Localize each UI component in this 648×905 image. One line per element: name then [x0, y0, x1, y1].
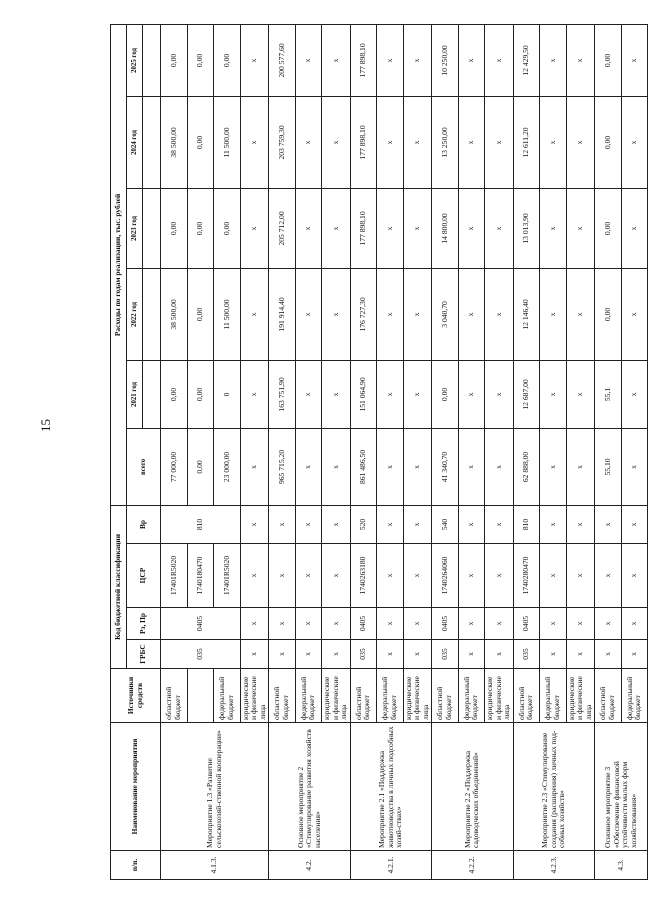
funding-source: федеральный бюджет	[377, 669, 404, 723]
csr-code: х	[269, 544, 296, 608]
grbs-code: х	[295, 640, 322, 669]
vr-code: х	[240, 505, 269, 543]
value-2021: х	[377, 360, 404, 428]
grbs-code: 035	[350, 640, 377, 669]
funding-source: областной бюджет	[595, 669, 622, 723]
value-2025: 0,00	[595, 24, 622, 96]
value-2022: х	[403, 268, 432, 360]
value-2024: 38 500,00	[161, 96, 188, 188]
funding-source: федеральный бюджет	[214, 669, 241, 723]
value-2021: х	[240, 360, 269, 428]
value-2025: х	[295, 24, 322, 96]
value-2022: х	[458, 268, 485, 360]
vr-code: х	[295, 505, 322, 543]
header-year-2022: 2022 год	[127, 268, 143, 360]
value-2021: 12 687,00	[513, 360, 540, 428]
value-2021: х	[403, 360, 432, 428]
csr-code: 17401R5020	[214, 544, 241, 608]
row-number: 4.1.3.	[161, 851, 269, 880]
total-value: х	[540, 428, 567, 505]
rzpr-code: х	[295, 608, 322, 640]
total-value: 965 715,20	[269, 428, 296, 505]
value-2025: 12 429,50	[513, 24, 540, 96]
value-2023: х	[322, 188, 351, 268]
total-value: 0,00	[187, 428, 214, 505]
grbs-code: х	[485, 640, 514, 669]
value-2024: 177 898,10	[350, 96, 377, 188]
value-2021: х	[540, 360, 567, 428]
csr-code: 1740264060	[432, 544, 459, 608]
value-2025: 0,00	[161, 24, 188, 96]
value-2022: 0,00	[595, 268, 622, 360]
grbs-code: 035	[161, 640, 241, 669]
value-2022: 12 146,40	[513, 268, 540, 360]
csr-code: х	[377, 544, 404, 608]
activity-name: Основное мероприятие 2 «Стимулирование развития хозяйств населения»	[269, 723, 351, 851]
total-value: х	[621, 428, 648, 505]
csr-code: 1740180470	[187, 544, 214, 608]
header-spacer-2022	[143, 268, 161, 360]
total-value: х	[485, 428, 514, 505]
total-value: 62 888,00	[513, 428, 540, 505]
page-number: 15	[38, 419, 53, 432]
activity-name: Мероприятие 1.3 «Развитие сельскохозяй-ственной кооперации»	[161, 723, 269, 851]
value-2023: 177 898,10	[350, 188, 377, 268]
csr-code: х	[595, 544, 622, 608]
grbs-code: х	[322, 640, 351, 669]
funding-source: юридические и физические лица	[240, 669, 269, 723]
vr-code: 810	[513, 505, 540, 543]
header-csr: ЦСР	[127, 544, 161, 608]
value-2023: 13 013,90	[513, 188, 540, 268]
rzpr-code: 0405	[432, 608, 459, 640]
value-2022: 176 727,30	[350, 268, 377, 360]
value-2023: х	[458, 188, 485, 268]
vr-code: х	[566, 505, 595, 543]
header-spacer-2021	[143, 360, 161, 428]
value-2023: х	[240, 188, 269, 268]
header-total: всего	[127, 428, 161, 505]
funding-source: федеральный бюджет	[295, 669, 322, 723]
grbs-code: х	[269, 640, 296, 669]
funding-source: юридические и физические лица	[403, 669, 432, 723]
grbs-code: х	[595, 640, 622, 669]
value-2022: 11 500,00	[214, 268, 241, 360]
value-2022: х	[566, 268, 595, 360]
rzpr-code: х	[240, 608, 269, 640]
value-2025: х	[240, 24, 269, 96]
row-number: 4.2.	[269, 851, 351, 880]
funding-source: областной бюджет	[161, 669, 188, 723]
value-2024: х	[322, 96, 351, 188]
value-2024: х	[621, 96, 648, 188]
header-spacer-2025	[143, 24, 161, 96]
csr-code: х	[403, 544, 432, 608]
funding-source: федеральный бюджет	[458, 669, 485, 723]
funding-source: областной бюджет	[432, 669, 459, 723]
csr-code: х	[240, 544, 269, 608]
vr-code: х	[621, 505, 648, 543]
value-2023: х	[485, 188, 514, 268]
value-2025: 0,00	[187, 24, 214, 96]
value-2025: 177 898,10	[350, 24, 377, 96]
vr-code: х	[485, 505, 514, 543]
vr-code: х	[269, 505, 296, 543]
value-2023: 0,00	[187, 188, 214, 268]
funding-source: федеральный бюджет	[540, 669, 567, 723]
header-spacer-2023	[143, 188, 161, 268]
value-2023: 0,00	[161, 188, 188, 268]
value-2023: 14 800,00	[432, 188, 459, 268]
vr-code: х	[403, 505, 432, 543]
grbs-code: х	[621, 640, 648, 669]
table-row	[595, 24, 622, 879]
header-year-2021: 2021 год	[127, 360, 143, 428]
value-2023: 0,00	[214, 188, 241, 268]
header-row-1	[111, 24, 127, 879]
value-2024: х	[377, 96, 404, 188]
total-value: х	[458, 428, 485, 505]
value-2022: х	[322, 268, 351, 360]
value-2025: х	[377, 24, 404, 96]
total-value: х	[240, 428, 269, 505]
funding-source: федеральный бюджет	[621, 669, 648, 723]
value-2023: х	[566, 188, 595, 268]
funding-source: юридические и физические лица	[322, 669, 351, 723]
value-2025: х	[621, 24, 648, 96]
vr-code: х	[322, 505, 351, 543]
value-2022: х	[377, 268, 404, 360]
value-2025: 0,00	[214, 24, 241, 96]
row-number: 4.2.2.	[432, 851, 514, 880]
value-2021: 151 064,90	[350, 360, 377, 428]
row-number: 4.3.	[595, 851, 648, 880]
table-body	[161, 24, 648, 879]
csr-code: х	[295, 544, 322, 608]
vr-code: 520	[350, 505, 377, 543]
value-2024: 13 250,00	[432, 96, 459, 188]
header-code-group: Код бюджетной классификации	[111, 505, 127, 668]
header-name: Наименование мероприятия	[111, 723, 161, 851]
rzpr-code: х	[621, 608, 648, 640]
value-2025: х	[540, 24, 567, 96]
value-2025: х	[566, 24, 595, 96]
header-spacer-2024	[143, 96, 161, 188]
activity-name: Мероприятие 2.1 «Поддержка животноводства в личных подсобных хозяй-ствах»	[350, 723, 432, 851]
vr-code: 810	[161, 505, 241, 543]
activity-name: Основное мероприятие 3 «Обеспечение финансовой устойчивости малых форм хозяйствования»	[595, 723, 648, 851]
value-2021: 55,1	[595, 360, 622, 428]
csr-code: х	[322, 544, 351, 608]
value-2021: 0,00	[187, 360, 214, 428]
header-rzpr: Рз, Пр	[127, 608, 161, 640]
value-2025: 200 577,60	[269, 24, 296, 96]
csr-code: х	[540, 544, 567, 608]
rzpr-code: х	[485, 608, 514, 640]
funding-source: юридические и физические лица	[485, 669, 514, 723]
value-2022: 0,00	[187, 268, 214, 360]
total-value: 41 340,70	[432, 428, 459, 505]
total-value: х	[566, 428, 595, 505]
value-2024: х	[240, 96, 269, 188]
budget-table	[110, 24, 648, 880]
value-2023: х	[377, 188, 404, 268]
value-2024: х	[485, 96, 514, 188]
row-number: 4.2.1.	[350, 851, 432, 880]
value-2021: х	[322, 360, 351, 428]
total-value: х	[322, 428, 351, 505]
csr-code: х	[485, 544, 514, 608]
value-2021: х	[485, 360, 514, 428]
vr-code: х	[595, 505, 622, 543]
table-row	[432, 24, 459, 879]
header-grbs: ГРБС	[127, 640, 161, 669]
vr-code: 540	[432, 505, 459, 543]
value-2021: х	[621, 360, 648, 428]
grbs-code: 035	[513, 640, 540, 669]
total-value: 861 486,50	[350, 428, 377, 505]
vr-code: х	[540, 505, 567, 543]
vr-code: х	[458, 505, 485, 543]
value-2022: х	[540, 268, 567, 360]
vr-code: х	[377, 505, 404, 543]
value-2025: 10 250,00	[432, 24, 459, 96]
value-2021: х	[458, 360, 485, 428]
table-row	[350, 24, 377, 879]
header-vr: Вр	[127, 505, 161, 543]
grbs-code: х	[377, 640, 404, 669]
csr-code: х	[566, 544, 595, 608]
value-2021: 0,00	[432, 360, 459, 428]
value-2022: х	[621, 268, 648, 360]
rzpr-code: х	[566, 608, 595, 640]
funding-source: областной бюджет	[350, 669, 377, 723]
header-source: Источники средств	[111, 669, 161, 723]
header-year-2024: 2024 год	[127, 96, 143, 188]
value-2024: 0,00	[595, 96, 622, 188]
value-2024: 0,00	[187, 96, 214, 188]
value-2023: х	[403, 188, 432, 268]
grbs-code: 035	[432, 640, 459, 669]
value-2024: х	[566, 96, 595, 188]
header-expense-group: Расходы по годам реализации, тыс. рублей	[111, 24, 127, 505]
csr-code: 1740280470	[513, 544, 540, 608]
funding-source: юридические и физические лица	[566, 669, 595, 723]
header-num: п/п.	[111, 851, 161, 880]
value-2024: х	[458, 96, 485, 188]
total-value: 23 000,00	[214, 428, 241, 505]
rzpr-code: х	[540, 608, 567, 640]
value-2021: х	[295, 360, 322, 428]
value-2022: 191 914,40	[269, 268, 296, 360]
rzpr-code: х	[595, 608, 622, 640]
rzpr-code: х	[377, 608, 404, 640]
total-value: х	[377, 428, 404, 505]
value-2021: 0,00	[161, 360, 188, 428]
total-value: 77 000,00	[161, 428, 188, 505]
rzpr-code: х	[322, 608, 351, 640]
value-2023: х	[295, 188, 322, 268]
value-2023: 0,00	[595, 188, 622, 268]
table-row	[161, 24, 188, 879]
value-2022: х	[295, 268, 322, 360]
value-2022: 38 500,00	[161, 268, 188, 360]
rzpr-code: 0405	[161, 608, 241, 640]
rzpr-code: х	[403, 608, 432, 640]
value-2025: х	[485, 24, 514, 96]
value-2021: 163 751,90	[269, 360, 296, 428]
total-value: х	[403, 428, 432, 505]
total-value: 55,10	[595, 428, 622, 505]
value-2023: х	[621, 188, 648, 268]
value-2024: 12 611,20	[513, 96, 540, 188]
csr-code: 1740263180	[350, 544, 377, 608]
value-2022: х	[485, 268, 514, 360]
value-2025: х	[322, 24, 351, 96]
value-2021: х	[566, 360, 595, 428]
activity-name: Мероприятие 2.3 «Стимулирование создания (расширения) личных под-собных хозяйств»	[513, 723, 595, 851]
value-2024: х	[540, 96, 567, 188]
csr-code: х	[621, 544, 648, 608]
value-2024: х	[403, 96, 432, 188]
value-2023: 205 712,00	[269, 188, 296, 268]
activity-name: Мероприятие 2.2 «Поддержка садоводческих объединений»	[432, 723, 514, 851]
table-row	[513, 24, 540, 879]
rzpr-code: х	[458, 608, 485, 640]
funding-source	[187, 669, 214, 723]
grbs-code: х	[458, 640, 485, 669]
grbs-code: х	[403, 640, 432, 669]
value-2024: 203 759,30	[269, 96, 296, 188]
rzpr-code: х	[269, 608, 296, 640]
funding-source: областной бюджет	[513, 669, 540, 723]
table-row	[269, 24, 296, 879]
csr-code: х	[458, 544, 485, 608]
value-2021: 0	[214, 360, 241, 428]
value-2022: х	[240, 268, 269, 360]
value-2025: х	[403, 24, 432, 96]
grbs-code: х	[240, 640, 269, 669]
header-year-2023: 2023 год	[127, 188, 143, 268]
total-value: х	[295, 428, 322, 505]
header-year-2025: 2025 год	[127, 24, 143, 96]
grbs-code: х	[566, 640, 595, 669]
value-2024: х	[295, 96, 322, 188]
budget-table-container	[110, 25, 648, 880]
value-2025: х	[458, 24, 485, 96]
value-2023: х	[540, 188, 567, 268]
funding-source: областной бюджет	[269, 669, 296, 723]
row-number: 4.2.3.	[513, 851, 595, 880]
grbs-code: х	[540, 640, 567, 669]
csr-code: 17401R5020	[161, 544, 188, 608]
value-2024: 11 500,00	[214, 96, 241, 188]
value-2022: 3 040,70	[432, 268, 459, 360]
rzpr-code: 0405	[513, 608, 540, 640]
rzpr-code: 0405	[350, 608, 377, 640]
